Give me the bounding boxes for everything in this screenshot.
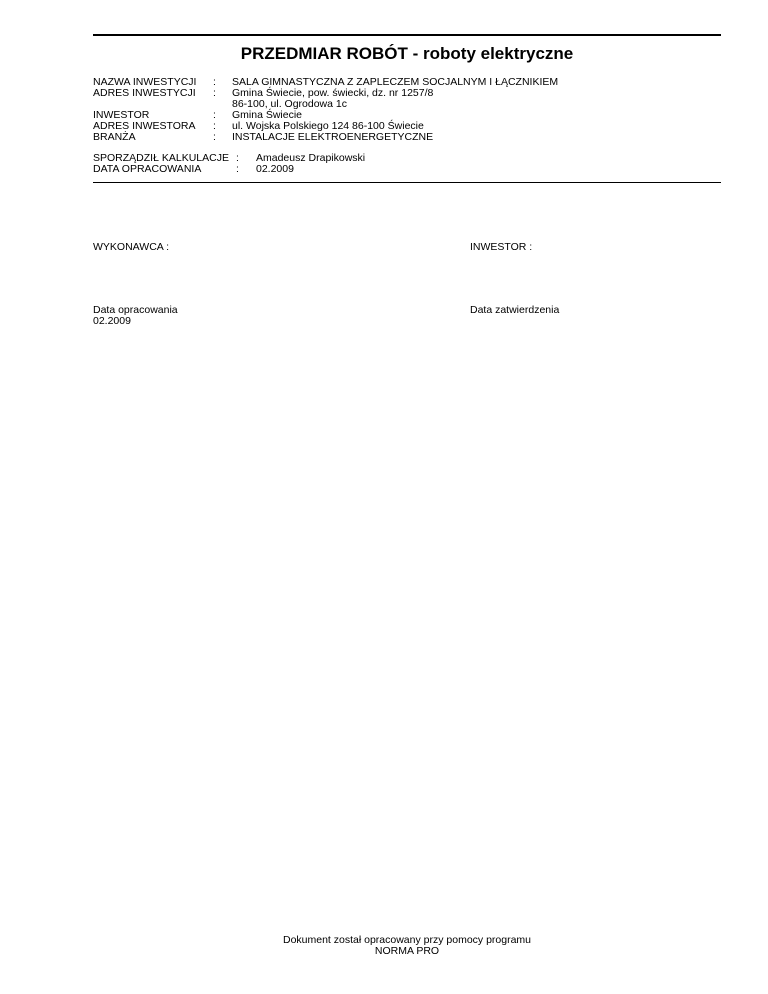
footer-line-1: Dokument został opracowany przy pomocy programu xyxy=(282,934,532,946)
date-prepared-value: 02.2009 xyxy=(93,315,131,327)
label-prepared-by: SPORZĄDZIŁ KALKULACJE xyxy=(93,152,229,164)
value-investor: Gmina Świecie xyxy=(232,109,303,121)
label-investor-address: ADRES INWESTORA xyxy=(93,120,196,132)
label-investor: INWESTOR xyxy=(93,109,150,121)
colon: : xyxy=(236,163,239,175)
value-preparation-date: 02.2009 xyxy=(256,163,294,175)
colon: : xyxy=(213,109,216,121)
label-industry: BRANŻA xyxy=(93,131,136,143)
value-prepared-by: Amadeusz Drapikowski xyxy=(256,152,366,164)
colon: : xyxy=(213,76,216,88)
footer-line-2: NORMA PRO xyxy=(374,945,440,957)
contractor-label: WYKONAWCA : xyxy=(93,241,170,253)
label-preparation-date: DATA OPRACOWANIA xyxy=(93,163,202,175)
label-project-name: NAZWA INWESTYCJI xyxy=(93,76,197,88)
section-rule xyxy=(93,182,721,183)
value-project-name: SALA GIMNASTYCZNA Z ZAPLECZEM SOCJALNYM I ŁĄCZNIKIEM xyxy=(232,76,559,88)
value-project-address-line2: 86-100, ul. Ogrodowa 1c xyxy=(232,98,347,110)
value-industry: INSTALACJE ELEKTROENERGETYCZNE xyxy=(232,131,434,143)
date-prepared-label: Data opracowania xyxy=(93,304,178,316)
value-project-address: Gmina Świecie, pow. świecki, dz. nr 1257/8 xyxy=(232,87,434,99)
value-investor-address: ul. Wojska Polskiego 124 86-100 Świecie xyxy=(232,120,424,132)
top-rule xyxy=(93,34,721,36)
colon: : xyxy=(213,131,216,143)
footer xyxy=(93,935,721,957)
colon: : xyxy=(236,152,239,164)
page-title: PRZEDMIAR ROBÓT - roboty elektryczne xyxy=(240,44,574,63)
colon: : xyxy=(213,87,216,99)
colon: : xyxy=(213,120,216,132)
investor-signature-label: INWESTOR : xyxy=(470,241,533,253)
label-project-address: ADRES INWESTYCJI xyxy=(93,87,196,99)
date-approved-label: Data zatwierdzenia xyxy=(470,304,560,316)
